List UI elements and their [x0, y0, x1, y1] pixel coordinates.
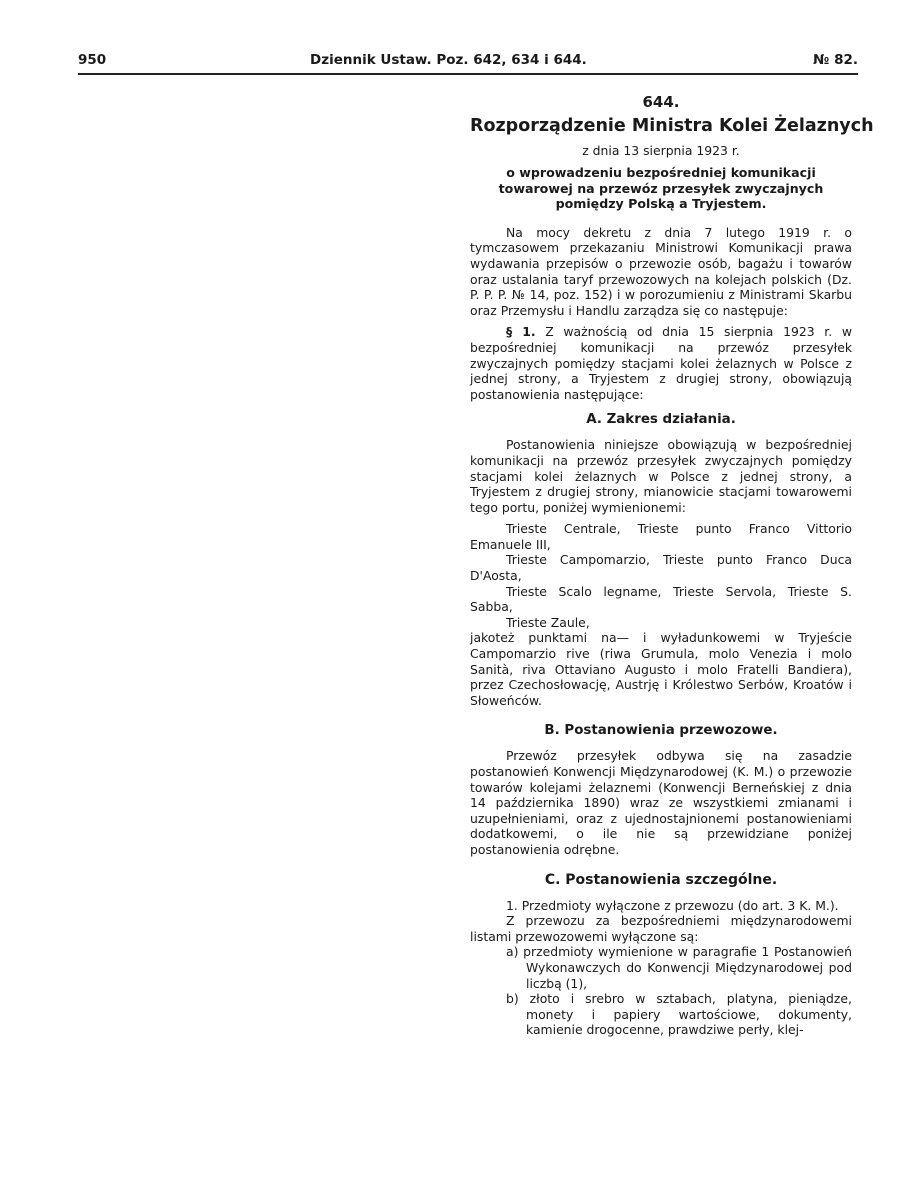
document-date: z dnia 13 sierpnia 1923 r. [582, 143, 740, 158]
header-rule [78, 73, 858, 75]
station-line: Trieste Scalo legname, Trieste Servola, Trieste S. Sabba, [470, 583, 852, 615]
page-number: 950 [78, 52, 107, 68]
section-a-heading: A. Zakres działania. [586, 412, 736, 428]
section-c-item-1: 1. Przedmioty wyłączone z przewozu (do art. 3 K. M.). [506, 897, 839, 913]
journal-title: Dziennik Ustaw. Poz. 642, 634 i 644. [310, 52, 587, 68]
document-subject: o wprowadzeniu bezpośredniej komunikacji towarowej na przewóz przesyłek zwyczajnych pomiędzy Polską a Tryjestem. [498, 165, 824, 212]
station-line: Trieste Zaule, [506, 614, 590, 630]
paragraph-1 [470, 324, 852, 402]
section-b-heading: B. Postanowienia przewozowe. [544, 723, 778, 739]
document-number: 644. [642, 93, 680, 111]
section-c-heading: C. Postanowienia szczególne. [544, 871, 778, 888]
running-header [78, 52, 858, 74]
issue-number: № 82. [813, 52, 858, 68]
list-item: a) przedmioty wymienione w paragrafie 1 Postanowień Wykonawczych do Konwencji Międzynarodowej pod liczbą (1), [506, 944, 852, 991]
list-item: b) złoto i srebro w sztabach, platyna, pieniądze, monety i papiery wartościowe, dokumenty, kamienie drogocenne, prawdziwe perły, klej- [506, 991, 852, 1038]
paragraph-1-text: Z ważnością od dnia 15 sierpnia 1923 r. w bezpośredniej komunikacji na przewóz przesyłek zwyczajnych pomiędzy stacjami kolei żelaznych w Polsce z jednej strony, a Tryjestem z drugiej strony, obowiązują postanowienia następujące: [470, 324, 852, 402]
station-line: Trieste Centrale, Trieste punto Franco Vittorio Emanuele III, [470, 521, 852, 552]
section-a-closing: jakoteż punktami na— i wyładunkowemi w Tryjeście Campomarzio rive (riwa Grumula, molo Venezia i molo Sanità, riva Ottaviano Augusto i molo Fratelli Bandiera), przez Czechosłowację, Austrję i Królestwo Serbów, Kroatów i Słoweńców. [470, 630, 852, 708]
text-column [470, 92, 874, 1038]
section-a-intro: Postanowienia niniejsze obowiązują w bezpośredniej komunikacji na przewóz przesyłek zwyczajnych pomiędzy stacjami kolei żelaznych w Polsce z jednej strony, a Tryjestem z drugiej strony, mianowicie stacjami towarowemi tego portu, poniżej wymienionemi: [470, 437, 852, 515]
preamble: Na mocy dekretu z dnia 7 lutego 1919 r. o tymczasowem przekazaniu Ministrowi Komunikacji prawa wydawania przepisów o przewozie osób, bagażu i towarów oraz ustalania taryf przewozowych na kolejach polskich (Dz. P. P. P. № 14, poz. 152) i w porozumieniu z Ministrami Skarbu oraz Przemysłu i Handlu zarządza się co następuje: [470, 224, 852, 318]
section-c-item-1-intro: Z przewozu za bezpośredniemi międzynarodowemi listami przewozowemi wyłączone są: [470, 913, 852, 944]
document-title: Rozporządzenie Ministra Kolei Żelaznych [470, 116, 874, 136]
section-b-text: Przewóz przesyłek odbywa się na zasadzie postanowień Konwencji Międzynarodowej (K. M.) o przewozie towarów kolejami żelaznemi (Konwencji Berneńskiej z dnia 14 października 1890) wraz ze wszystkiemi zmianami i uzupełnieniami, oraz z ujednostajnionemi postanowieniami dodatkowemi, o ile nie są przewidziane poniżej postanowienia odrębne. [470, 748, 852, 857]
paragraph-1-mark: § 1. [506, 324, 536, 340]
station-line: Trieste Campomarzio, Trieste punto Franco Duca D'Aosta, [470, 552, 852, 584]
